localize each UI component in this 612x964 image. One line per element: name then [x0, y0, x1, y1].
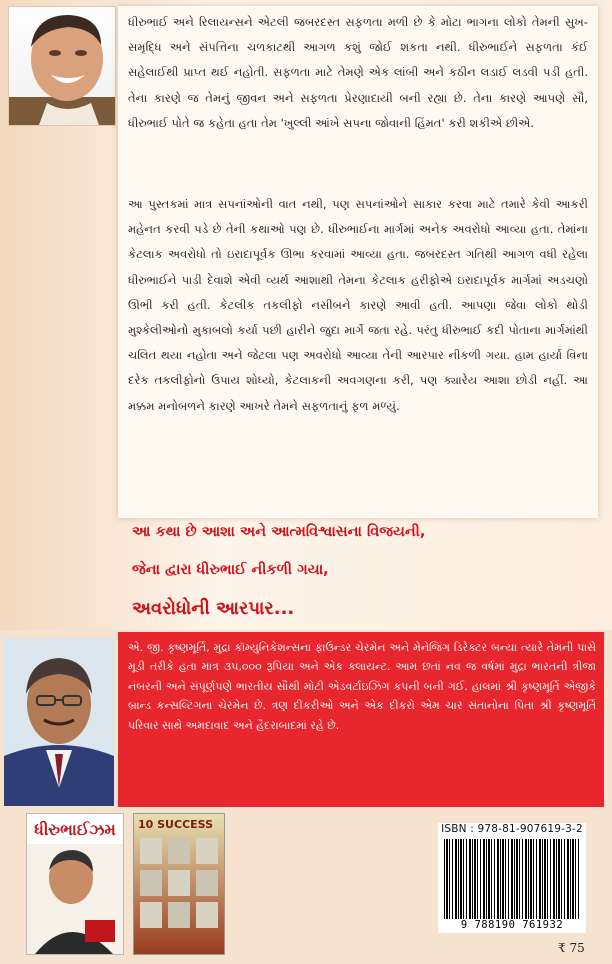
blurb-paragraph-2: આ પુસ્તકમાં માત્ર સપનાંઓની વાત નથી, પણ સપનાંઓને સાકાર કરવા માટે તમારે કેવી આકરી મહેનત કરવી પડે છે તેની કથાઓ પણ છે. ધીરુભાઈના માર્ગમાં અનેક અવરોધો આવ્યા હતા. તેમાંના કેટલાક અવરોધો તો ઇરાદાપૂર્વક ઊભા કરવામાં આવ્યા હતા. જબરદસ્ત ગતિથી આગળ વધી રહેલા ધીરુભાઈને પાડી દેવાશે એવી વ્યર્થ આશાથી તેમના કેટલાક હરીફોએ ઇરાદાપૂર્વક માર્ગમાં અડચણો ઊભી કરી હતી. કેટલીક તકલીફો નસીબને કારણે આવી હતી. આપણા જેવા લોકો થોડી મુશ્કેલીઓનો મુકાબલો કર્યા પછી હારીને જુદા માર્ગે જતા રહે. પરંતુ ધીરુભાઈ કદી પોતાના માર્ગમાંથી ચલિત થયા નહોતા અને જેટલા પણ અવરોધો આવ્યા તેની આરપાર નીકળી ગયા. હામ હાર્યા વિના દરેક તકલીફોનો ઉપાય શોધ્યો, કેટલાકની અવગણના કરી, પણ ક્યારેય આશા છોડી નહીં. આ મક્કમ મનોબળને કારણે આખરે તેમને સફળતાનું ફળ મળ્યું.	[128, 197, 588, 413]
tagline-3: અવરોધોની આરપાર...	[132, 598, 295, 619]
barcode	[438, 823, 586, 933]
blurb-box	[118, 6, 598, 518]
dhirubhai-photo	[8, 6, 116, 126]
isbn-text: ISBN : 978-81-907619-3-2	[441, 823, 583, 835]
book-cover-dhirubhaism[interactable]	[26, 813, 124, 955]
book-cover-success[interactable]	[133, 813, 225, 955]
book2-title: 10 SUCCESS	[138, 818, 214, 831]
tagline-1: આ કથા છે આશા અને આત્મવિશ્વાસના વિજયની,	[132, 524, 426, 540]
price: ₹ 75	[558, 941, 585, 955]
blurb-paragraph-1: ધીરુભાઈ અને રિલાયન્સને એટલી જબરદસ્ત સફળતા મળી છે કે મોટા ભાગના લોકો તેમની સુખ-સમૃદ્ધિ અને સંપત્તિના ચળકાટથી આગળ કશું જોઈ શકતા નથી. ધીરુભાઈને સફળતા કંઈ સહેલાઈથી પ્રાપ્ત થઈ નહોતી. સફળતા માટે તેમણે એક લાંબી અને કઠીન લડાઈ લડવી પડી હતી. તેના કારણે જ તેમનું જીવન અને સફળતા પ્રેરણાદાયી બની રહ્યા છે. તેના કારણે આપણે સૌ, ધીરુભાઈ પોતે જ કહેતા હતા તેમ 'ખુલ્લી આંખે સપના જોવાની હિંમત' કરી શકીએ છીએ.	[128, 15, 588, 130]
book1-title: ધીરુભાઈઝમ	[34, 820, 116, 839]
barcode-number: 9 788190 761932	[460, 919, 564, 931]
author-photo	[4, 638, 114, 806]
author-bio-band	[118, 632, 604, 807]
barcode-bars	[444, 839, 580, 919]
tagline-2: જેના દ્વારા ધીરુભાઈ નીકળી ગયા,	[132, 562, 329, 578]
author-bio: એ. જી. કૃષ્ણમૂર્તિ, મુદ્રા કૉમ્યુનિકેશન્સના ફાઉન્ડર ચેરમેન અને મેનેજિંગ ડિરેક્ટર બન્યા ત્યારે તેમની પાસે મૂડી તરીકે હતા માત્ર ૩૫,૦૦૦ રૂપિયા અને એક ક્લાયન્ટ. આમ છતાં નવ જ વર્ષમાં મુદ્રા ભારતની ત્રીજા નંબરની અને સંપૂર્ણપણે ભારતીય સૌથી મોટી એડવર્ટાઇઝિંગ કંપની બની ગઈ. હાલમાં શ્રી કૃષ્ણમૂર્તિ એજીકે બ્રાન્ડ કન્સલ્ટિંગના ચેરમેન છે. ત્રણ દીકરીઓ અને એક દીકરો એમ ચાર સંતાનોના પિતા શ્રી કૃષ્ણમૂર્તિ પરિવાર સાથે અમદાવાદ અને હૈદરાબાદમાં રહે છે.	[128, 641, 596, 732]
